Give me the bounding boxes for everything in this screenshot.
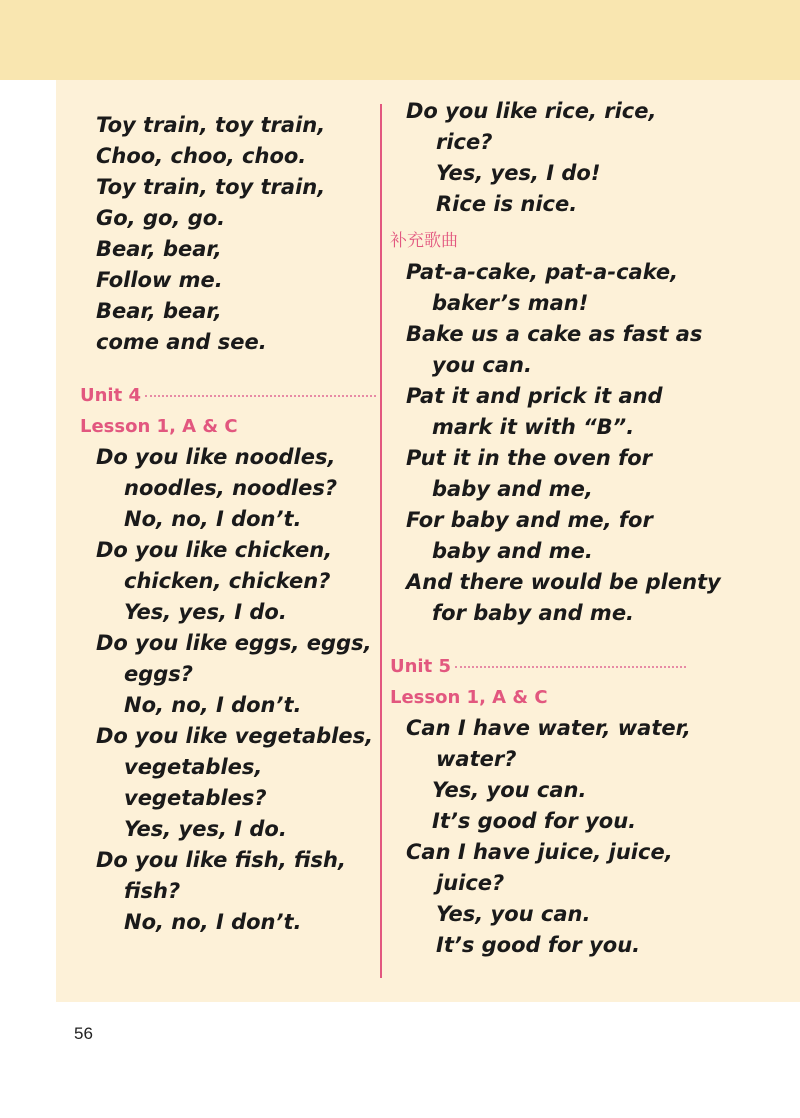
lyric-line: mark it with “B”. <box>432 415 635 439</box>
supplement-heading: 补充歌曲 <box>390 231 458 251</box>
lyric-line: come and see. <box>96 330 267 354</box>
lyric-line: baby and me, <box>432 477 593 501</box>
lyric-line: Can I have juice, juice, <box>406 840 673 864</box>
lyric-line: No, no, I don’t. <box>124 693 302 717</box>
lyric-line: No, no, I don’t. <box>124 507 302 531</box>
lyric-line: Do you like noodles, <box>96 445 336 469</box>
lyric-line: rice? <box>436 130 493 154</box>
lyric-line: Bear, bear, <box>96 237 222 261</box>
lyric-line: eggs? <box>124 662 193 686</box>
lyric-line: Yes, you can. <box>436 902 591 926</box>
lyric-line: No, no, I don’t. <box>124 910 302 934</box>
right-column <box>390 96 721 961</box>
lyric-line: Rice is nice. <box>436 192 578 216</box>
lyric-line: Yes, yes, I do! <box>436 161 601 185</box>
unit-5-heading <box>390 651 686 682</box>
lyric-line: chicken, chicken? <box>124 569 331 593</box>
lyric-line: Follow me. <box>96 268 223 292</box>
unit-4-heading <box>80 380 376 411</box>
lyric-line: Do you like chicken, <box>96 538 333 562</box>
lyric-line: Yes, yes, I do. <box>124 600 287 624</box>
column-divider <box>380 104 382 978</box>
left-column <box>80 110 376 938</box>
lyric-line: water? <box>436 747 517 771</box>
unit-title: Unit 5 <box>390 656 451 677</box>
lyric-line: vegetables? <box>124 786 267 810</box>
lyric-line: Toy train, toy train, <box>96 113 326 137</box>
page-number: 56 <box>74 1024 93 1043</box>
lesson-heading: Lesson 1, A & C <box>390 687 548 708</box>
lyric-line: Pat-a-cake, pat-a-cake, <box>406 260 679 284</box>
top-band <box>0 0 800 80</box>
lyric-line: Do you like rice, rice, <box>406 99 657 123</box>
lyric-line: juice? <box>436 871 505 895</box>
lyric-line: Bear, bear, <box>96 299 222 323</box>
unit-title: Unit 4 <box>80 385 141 406</box>
lyric-line: Go, go, go. <box>96 206 226 230</box>
lyric-line: vegetables, <box>124 755 263 779</box>
lyric-line: fish? <box>124 879 181 903</box>
lyric-line: Put it in the oven for <box>406 446 653 470</box>
lyric-line: Bake us a cake as fast as <box>406 322 703 346</box>
lyric-line: Do you like vegetables, <box>96 724 374 748</box>
lyric-line: Can I have water, water, <box>406 716 691 740</box>
lyric-line: baby and me. <box>432 539 593 563</box>
lyric-line: Do you like fish, fish, <box>96 848 346 872</box>
lyric-line: Pat it and prick it and <box>406 384 663 408</box>
dotted-rule <box>145 395 376 397</box>
lyric-line: Choo, choo, choo. <box>96 144 307 168</box>
dotted-rule <box>455 666 686 668</box>
lyric-line: Do you like eggs, eggs, <box>96 631 372 655</box>
lyric-line: Yes, you can. <box>432 778 587 802</box>
lyric-line: baker’s man! <box>432 291 589 315</box>
lyric-line: Yes, yes, I do. <box>124 817 287 841</box>
lyric-line: And there would be plenty <box>406 570 721 594</box>
lyric-line: It’s good for you. <box>436 933 641 957</box>
lyric-line: you can. <box>432 353 532 377</box>
lyric-line: For baby and me, for <box>406 508 653 532</box>
lyric-line: It’s good for you. <box>432 809 637 833</box>
lyric-line: noodles, noodles? <box>124 476 338 500</box>
lyric-line: for baby and me. <box>432 601 635 625</box>
lyric-line: Toy train, toy train, <box>96 175 326 199</box>
lesson-heading: Lesson 1, A & C <box>80 416 238 437</box>
